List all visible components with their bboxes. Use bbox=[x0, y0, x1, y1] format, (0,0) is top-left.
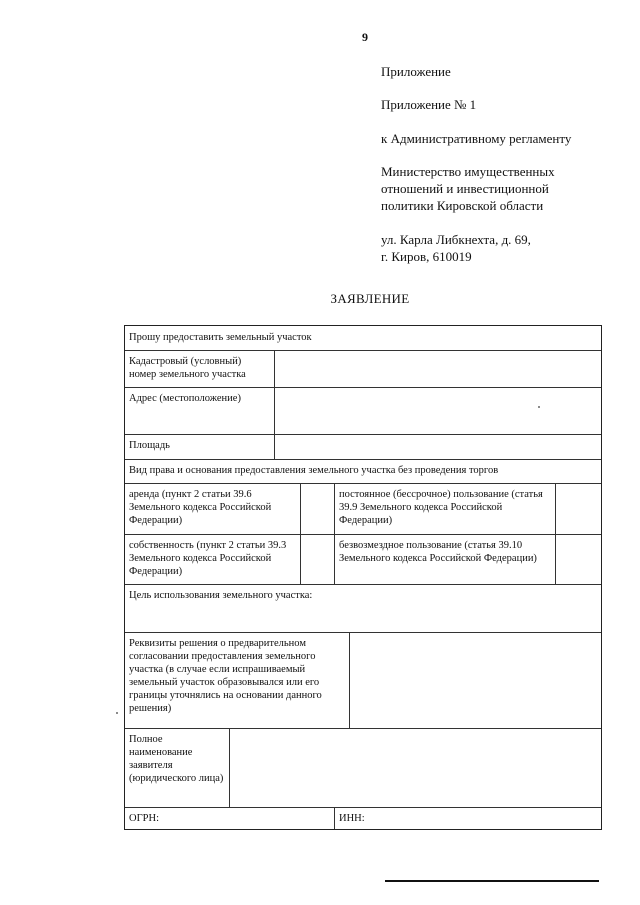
address-line-2: г. Киров, 610019 bbox=[381, 249, 472, 264]
application-form bbox=[124, 325, 602, 830]
request-row: Прошу предоставить земельный участок bbox=[129, 332, 312, 343]
appendix-number: Приложение № 1 bbox=[381, 97, 477, 112]
applicant-label: Полное наименование заявителя (юридического лица) bbox=[129, 734, 224, 784]
address-field[interactable] bbox=[275, 388, 601, 434]
applicant-name-field[interactable] bbox=[230, 729, 601, 807]
cadastral-label: Кадастровый (условный) номер земельного участка bbox=[129, 356, 246, 380]
regulation-reference: к Административному регламенту bbox=[381, 131, 572, 146]
ogrn-field[interactable]: ОГРН: bbox=[129, 813, 159, 824]
decision-field[interactable] bbox=[350, 633, 601, 728]
document-title: ЗАЯВЛЕНИЕ bbox=[330, 291, 410, 306]
ownership-checkbox[interactable] bbox=[301, 535, 334, 584]
ministry-line-1: Министерство имущественных bbox=[381, 164, 555, 179]
page-number: 9 bbox=[362, 30, 368, 44]
area-field[interactable] bbox=[275, 435, 601, 459]
ministry-line-3: политики Кировской области bbox=[381, 198, 544, 213]
ownership-label: собственность (пункт 2 статьи 39.3 Земельного кодекса Российской Федерации) bbox=[129, 540, 287, 577]
purpose-field[interactable]: Цель использования земельного участка: bbox=[129, 590, 313, 601]
signature-line bbox=[385, 880, 599, 882]
appendix-heading: Приложение bbox=[381, 64, 451, 79]
rent-label: аренда (пункт 2 статьи 39.6 Земельного кодекса Российской Федерации) bbox=[129, 489, 272, 526]
perpetual-use-checkbox[interactable] bbox=[556, 484, 601, 534]
scan-speck bbox=[116, 712, 118, 714]
free-use-checkbox[interactable] bbox=[556, 535, 601, 584]
decision-label: Реквизиты решения о предварительном согласовании предоставления земельного участка (в случае если испрашиваемый земельный участок образовывался или его границы уточнялись на основании данного решения) bbox=[129, 638, 322, 714]
free-use-label: безвозмездное пользование (статья 39.10 Земельного кодекса Российской Федерации) bbox=[339, 540, 537, 564]
address-line-1: ул. Карла Либкнехта, д. 69, bbox=[381, 232, 531, 247]
inn-field[interactable]: ИНН: bbox=[339, 813, 365, 824]
scan-speck bbox=[538, 406, 540, 408]
ministry-line-2: отношений и инвестиционной bbox=[381, 181, 549, 196]
area-label: Площадь bbox=[129, 440, 170, 451]
address-label: Адрес (местоположение) bbox=[129, 393, 241, 404]
cadastral-number-field[interactable] bbox=[275, 351, 601, 387]
right-type-header: Вид права и основания предоставления земельного участка без проведения торгов bbox=[129, 465, 499, 476]
rent-checkbox[interactable] bbox=[301, 484, 334, 534]
perpetual-use-label: постоянное (бессрочное) пользование (статья 39.9 Земельного кодекса Российской Федерации) bbox=[339, 489, 543, 526]
